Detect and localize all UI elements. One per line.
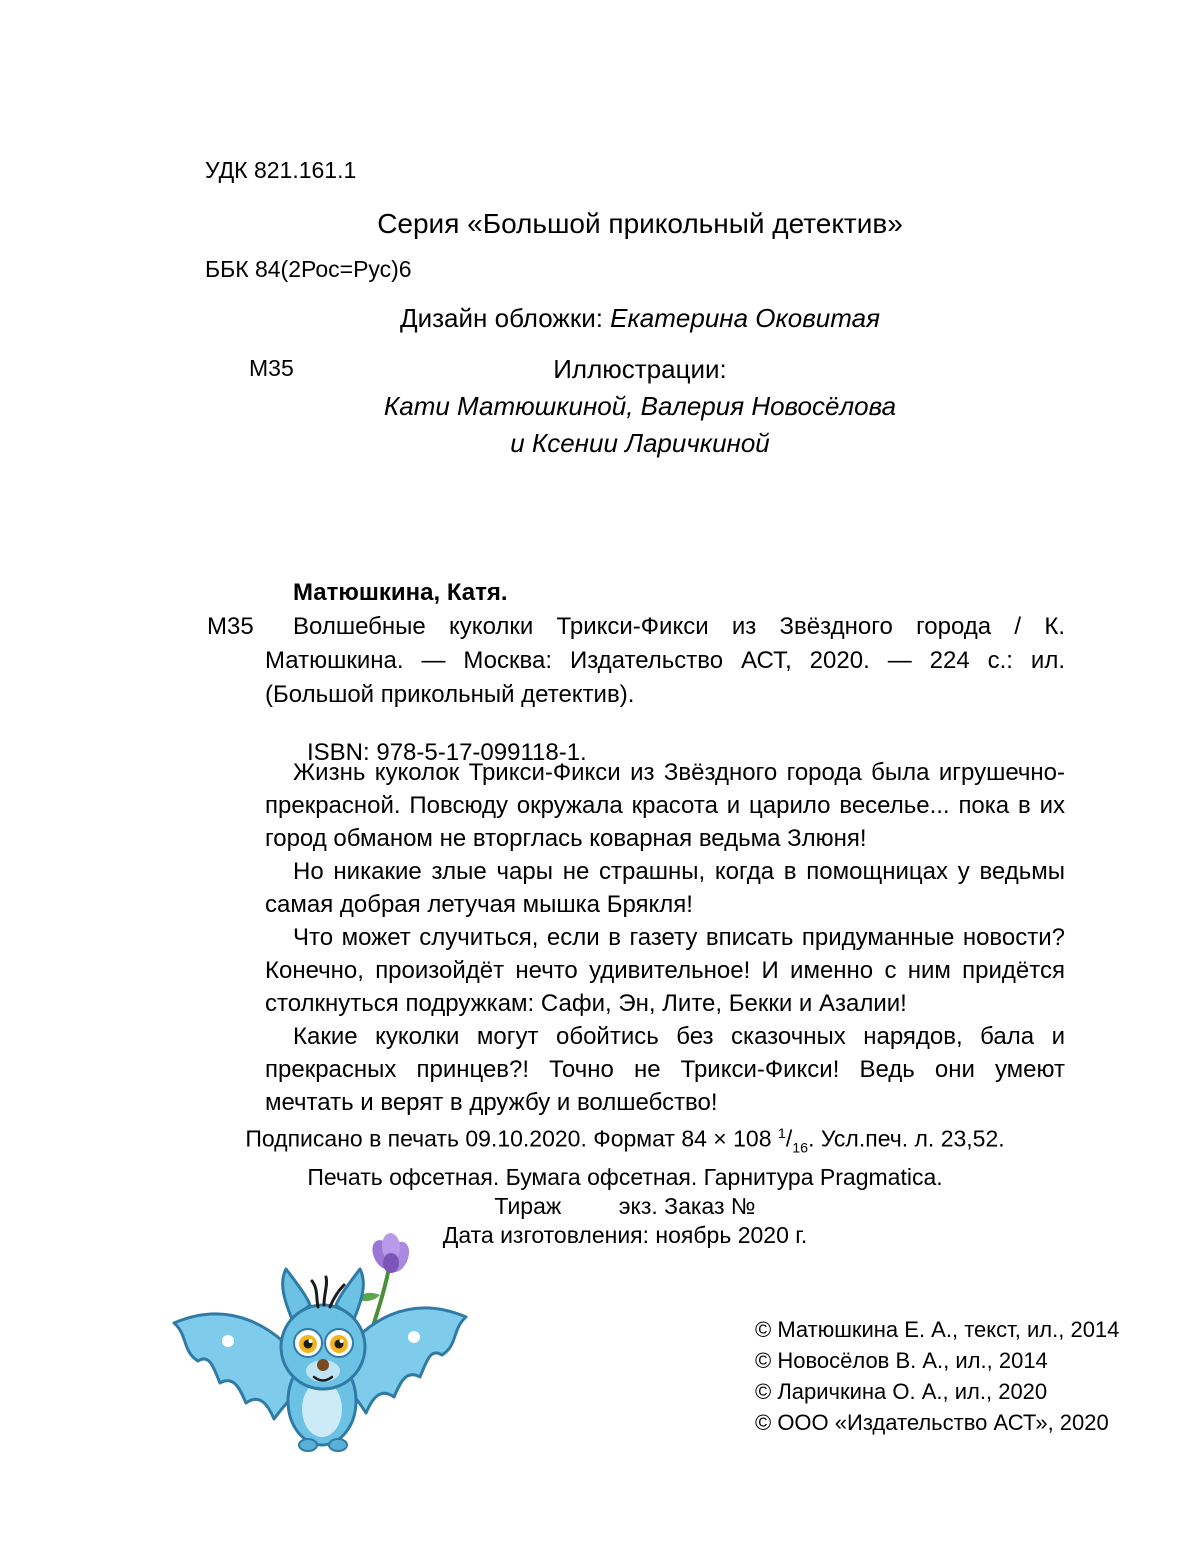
print-info-line-1-end: . Усл.печ. л. 23,52. [808, 1125, 1005, 1152]
print-info-line-4: Дата изготовления: ноябрь 2020 г. [442, 1222, 808, 1249]
annotation-paragraph: Какие куколки могут обойтись без сказочных нарядов, бала и прекрасных принцев?! Точно не Трикси-Фикси! Ведь они умеют мечтать и верят в дружбу и волшебство! [265, 1023, 1065, 1116]
design-label: Дизайн обложки: [400, 303, 611, 333]
copyright-line: © Новосёлов В. А., ил., 2014 [755, 1348, 1048, 1373]
catalog-entry-text: Волшебные куколки Трикси-Фикси из Звёздного города / К. Матюшкина. — Москва: Издательство АСТ, 2020. — 224 с.: ил. (Большой прикольный детектив). [265, 613, 1065, 708]
isbn-line: ISBN: 978-5-17-099118-1. [307, 739, 587, 766]
author-sign-code: М35 [249, 355, 294, 381]
flower-bloom [368, 1232, 414, 1275]
annotation-paragraph: Жизнь куколок Трикси-Фикси из Звёздного города была игрушечно-прекрасной. Повсюду окружала красота и царило веселье... пока в их город обманом не вторглась коварная ведьма Злюня! [265, 759, 1065, 852]
catalog-author: Матюшкина, Катя. [293, 579, 508, 606]
illustrations-label: Иллюстрации: [553, 354, 727, 384]
illustrators-line-2: и Ксении Ларичкиной [510, 428, 770, 458]
format-fraction-numerator: 1 [777, 1126, 786, 1142]
print-info-line-3: Тираж экз. Заказ № [494, 1193, 756, 1220]
copyright-block [755, 1314, 1119, 1438]
format-fraction-slash: / [785, 1125, 793, 1152]
bat-with-flower-drawing [158, 1228, 488, 1478]
cover-design-credit [205, 300, 1075, 337]
bbk-code: ББК 84(2Рос=Рус)6 [205, 256, 412, 282]
print-info-line-1 [145, 1120, 1105, 1163]
udk-code: УДК 821.161.1 [205, 157, 357, 183]
catalog-entry [207, 610, 1065, 712]
copyright-line: © Ларичкина О. А., ил., 2020 [755, 1379, 1048, 1404]
bat-foot [299, 1439, 317, 1451]
format-fraction-denominator: 16 [792, 1140, 809, 1157]
annotation-paragraph: Но никакие злые чары не страшны, когда в помощницах у ведьмы самая добрая летучая мышка Брякля! [265, 858, 1065, 918]
annotation-block [265, 756, 1065, 1119]
copyright-line: © Матюшкина Е. А., текст, ил., 2014 [755, 1317, 1120, 1342]
catalog-author-sign: М35 [207, 613, 254, 640]
bat-illustration [158, 1228, 488, 1478]
copyright-line: © ООО «Издательство АСТ», 2020 [755, 1410, 1109, 1435]
bat-foot [329, 1439, 347, 1451]
wing-hole [408, 1331, 420, 1343]
design-name: Екатерина Оковитая [610, 303, 880, 333]
print-info-line-1-start: Подписано в печать 09.10.2020. Формат 84 × 108 [245, 1125, 778, 1152]
bat-nose [317, 1359, 329, 1371]
print-info-line-2: Печать офсетная. Бумага офсетная. Гарнитура Pragmatica. [307, 1164, 943, 1191]
catalog-card [207, 576, 1065, 770]
credits-block [205, 300, 1075, 462]
series-title: Серия «Большой прикольный детектив» [377, 208, 903, 239]
wing-hole [222, 1335, 234, 1347]
illustrators-line-1: Кати Матюшкиной, Валерия Новосёлова [383, 391, 897, 421]
annotation-paragraph: Что может случиться, если в газету вписать придуманные новости? Конечно, произойдёт нечто удивительное! И именно с ним придётся столкнуться подружкам: Сафи, Эн, Лите, Бекки и Азалии! [265, 924, 1065, 1017]
